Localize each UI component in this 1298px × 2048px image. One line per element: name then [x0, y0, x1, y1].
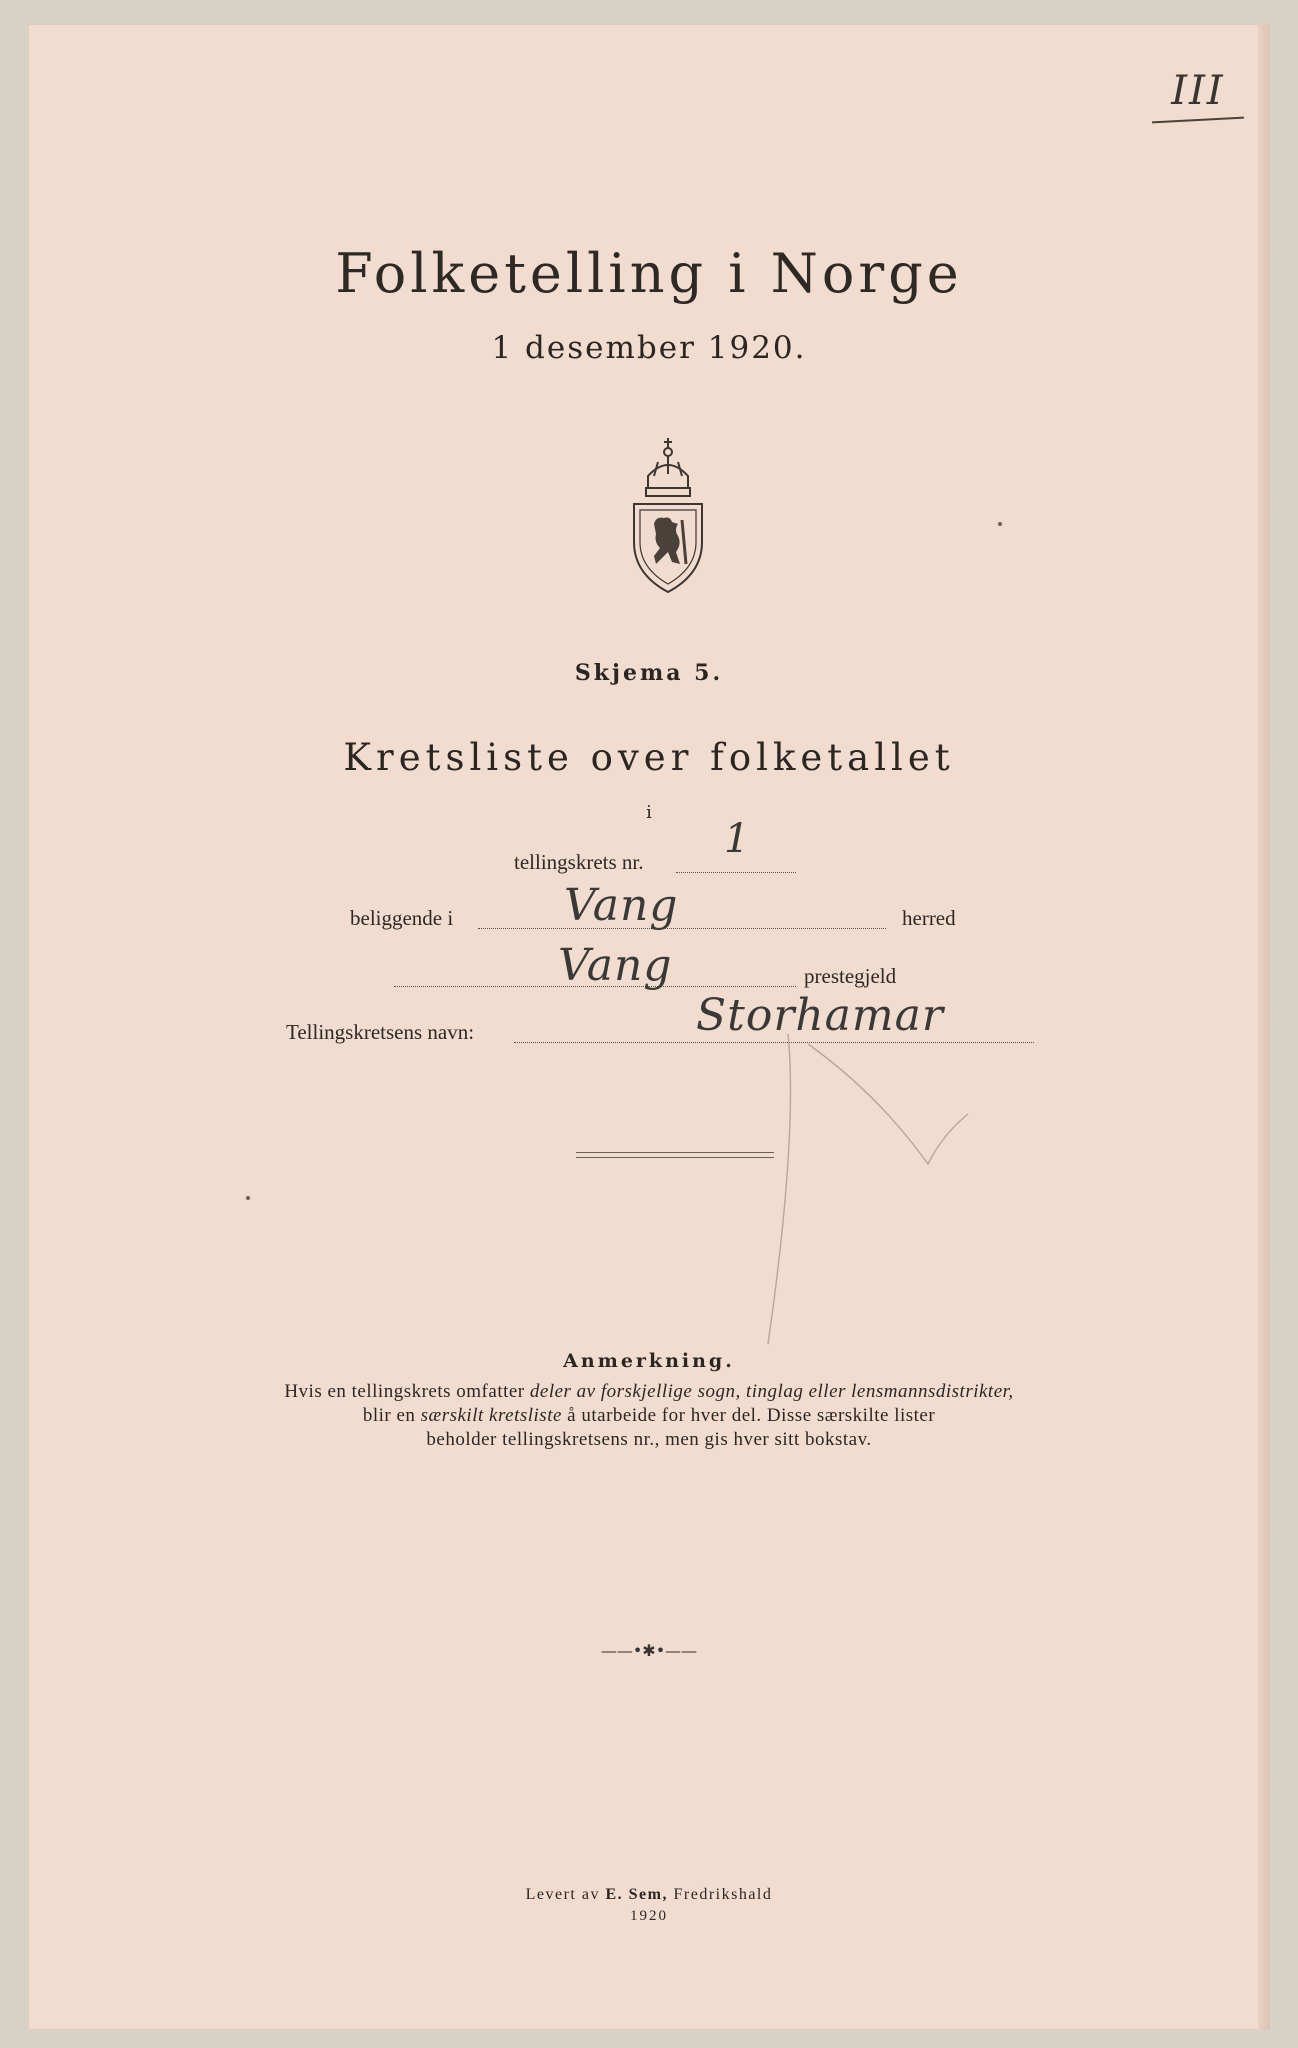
archive-corner-mark: III — [1171, 68, 1225, 114]
document-title: Folketelling i Norge — [335, 242, 963, 305]
printer-year: 1920 — [630, 1908, 668, 1924]
district-number-label: tellingskrets nr. — [514, 850, 644, 874]
parish-value: Vang — [558, 940, 673, 991]
district-number-value: 1 — [724, 816, 751, 862]
district-name-label: Tellingskretsens navn: — [286, 1020, 475, 1044]
note-line-1: Hvis en tellingskrets omfatter deler av forskjellige sogn, tinglag eller lensmannsdistrikter, — [284, 1381, 1014, 1402]
printer-credit: Levert av E. Sem, Fredrikshald — [525, 1886, 773, 1903]
note-title: Anmerkning. — [563, 1350, 735, 1372]
parish-suffix: prestegjeld — [804, 964, 897, 988]
ornament-divider: ——•✱•—— — [600, 1641, 698, 1660]
norwegian-coat-of-arms-icon — [620, 424, 716, 594]
municipality-value: Vang — [564, 880, 679, 931]
paper-speck — [998, 522, 1002, 526]
census-form-page — [28, 24, 1270, 2030]
census-date: 1 desember 1920. — [491, 330, 807, 366]
schema-number: Skjema 5. — [574, 660, 724, 686]
form-heading: Kretsliste over folketallet — [343, 736, 955, 779]
note-line-2: blir en særskilt kretsliste å utarbeide for hver del. Disse særskilte lister — [362, 1405, 936, 1426]
location-label: beliggende i — [350, 906, 454, 930]
district-name-value: Storhamar — [696, 990, 944, 1041]
district-number-line — [676, 872, 796, 873]
note-line-3: beholder tellingskretsens nr., men gis hver sitt bokstav. — [426, 1429, 872, 1450]
corner-mark-underline — [1152, 117, 1244, 124]
page-edge — [1258, 24, 1270, 2030]
separator-rule — [576, 1152, 774, 1158]
note-text — [28, 1380, 1270, 1452]
pencil-marks — [728, 1014, 988, 1354]
municipality-line — [478, 928, 886, 929]
paper-speck — [246, 1196, 250, 1200]
connector-word: i — [646, 802, 652, 823]
municipality-suffix: herred — [902, 906, 956, 930]
